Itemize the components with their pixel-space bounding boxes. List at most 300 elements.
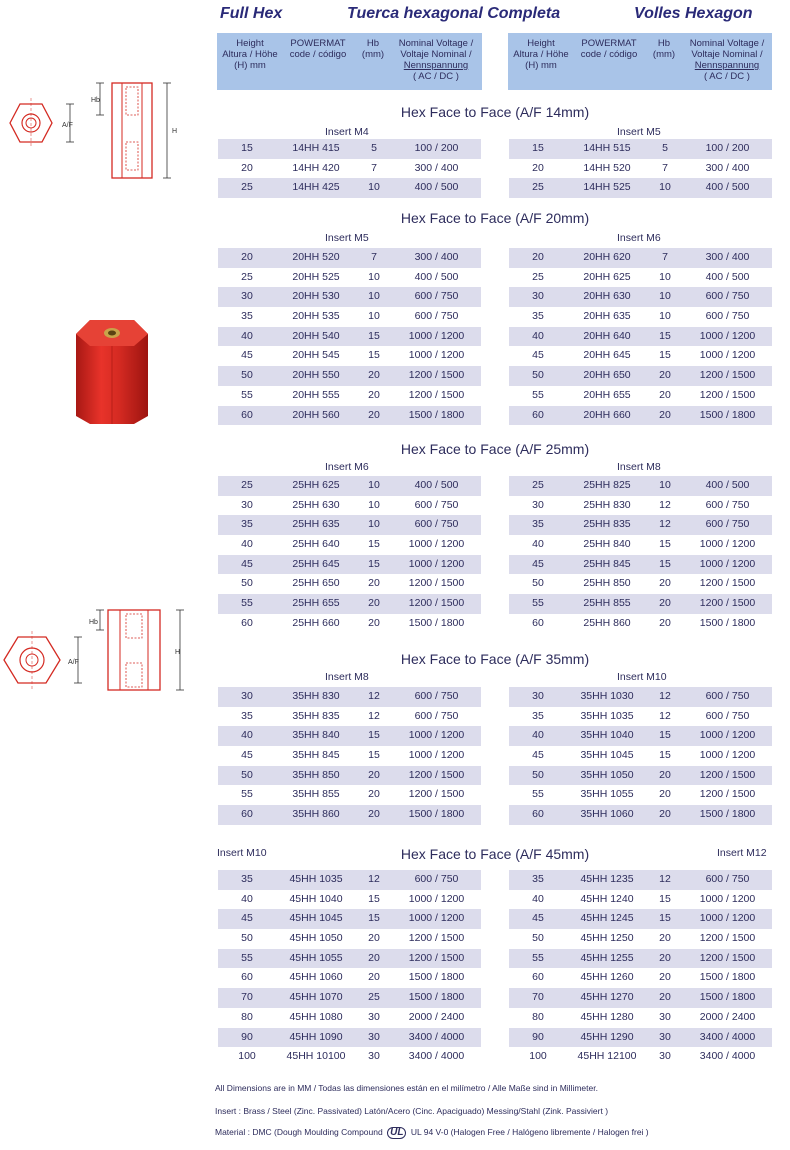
height-cell: 40 (241, 538, 253, 551)
voltage-cell: 300 / 400 (705, 251, 750, 263)
hb-cell: 15 (368, 892, 380, 905)
height-cell: 55 (241, 388, 253, 401)
voltage-cell: 3400 / 4000 (408, 1030, 465, 1043)
code-cell: 25HH 630 (292, 498, 340, 511)
hb-cell: 20 (659, 788, 671, 801)
code-cell: 25HH 840 (583, 538, 631, 551)
height-cell: 40 (532, 538, 544, 551)
code-cell: 35HH 1035 (580, 709, 634, 722)
header-height: Height Altura / Höhe (H) mm (513, 38, 569, 71)
header-hb: Hb (mm) (361, 38, 385, 60)
height-cell: 55 (532, 388, 544, 401)
code-cell: 14HH 520 (583, 161, 631, 174)
voltage-cell: 400 / 500 (414, 270, 459, 283)
height-cell: 25 (241, 270, 253, 283)
code-cell: 25HH 640 (292, 538, 340, 551)
table-row (509, 406, 772, 426)
hb-cell: 15 (368, 729, 380, 742)
spec-table-right (509, 870, 772, 1067)
table-row (218, 327, 481, 347)
table-row (509, 1028, 772, 1048)
hb-cell: 20 (659, 768, 671, 781)
hb-cell: 30 (659, 1010, 671, 1023)
hb-cell: 20 (659, 616, 671, 629)
code-cell: 20HH 560 (292, 408, 340, 421)
height-cell: 15 (241, 142, 253, 154)
height-cell: 50 (532, 932, 544, 945)
code-cell: 45HH 1260 (580, 971, 634, 984)
code-cell: 45HH 1080 (289, 1010, 343, 1023)
code-cell: 35HH 835 (292, 709, 340, 722)
table-row (218, 1008, 481, 1028)
hb-cell: 10 (659, 181, 671, 194)
voltage-cell: 600 / 750 (414, 310, 459, 323)
h-label: H (175, 649, 181, 656)
height-cell: 90 (241, 1030, 253, 1043)
voltage-cell: 2000 / 2400 (408, 1010, 465, 1023)
spec-table-left (218, 476, 481, 634)
voltage-cell: 1000 / 1200 (699, 912, 756, 925)
code-cell: 20HH 535 (292, 310, 340, 323)
hb-cell: 15 (368, 349, 380, 362)
voltage-cell: 1200 / 1500 (699, 768, 756, 781)
height-cell: 30 (532, 690, 544, 702)
insert-label-left: Insert M4 (325, 126, 369, 138)
hb-cell: 15 (368, 557, 380, 570)
code-cell: 35HH 1060 (580, 808, 634, 821)
title-english: Full Hex (220, 5, 283, 22)
height-cell: 60 (532, 808, 544, 821)
code-cell: 45HH 1255 (580, 951, 634, 964)
ul-recognized-icon: UL (387, 1127, 406, 1139)
technical-drawing-large (0, 605, 200, 700)
height-cell: 45 (241, 749, 253, 762)
height-cell: 50 (241, 369, 253, 382)
spec-table-right (509, 248, 772, 425)
table-row (218, 746, 481, 766)
table-row (218, 268, 481, 288)
voltage-cell: 100 / 200 (705, 142, 750, 154)
hb-cell: 12 (659, 690, 671, 702)
code-cell: 45HH 1280 (580, 1010, 634, 1023)
height-cell: 90 (532, 1030, 544, 1043)
hb-cell: 20 (659, 971, 671, 984)
table-row (218, 968, 481, 988)
hb-cell: 5 (662, 142, 668, 154)
voltage-cell: 3400 / 4000 (699, 1030, 756, 1043)
code-cell: 20HH 625 (583, 270, 631, 283)
table-row (509, 366, 772, 386)
insert-label-left: Insert M8 (325, 671, 369, 683)
voltage-cell: 2000 / 2400 (699, 1010, 756, 1023)
height-cell: 55 (241, 951, 253, 964)
voltage-cell: 300 / 400 (414, 161, 459, 174)
height-cell: 60 (241, 971, 253, 984)
table-row (509, 287, 772, 307)
voltage-cell: 100 / 200 (414, 142, 459, 154)
code-cell: 20HH 555 (292, 388, 340, 401)
height-cell: 35 (532, 310, 544, 323)
code-cell: 45HH 1070 (289, 991, 343, 1004)
hb-cell: 10 (368, 479, 380, 491)
code-cell: 25HH 655 (292, 597, 340, 610)
height-cell: 40 (241, 729, 253, 742)
hb-cell: 7 (371, 251, 377, 263)
product-photo-red-hex-standoff (72, 312, 152, 427)
height-cell: 40 (532, 729, 544, 742)
table-row (218, 707, 481, 727)
code-cell: 35HH 1030 (580, 690, 634, 702)
hb-cell: 15 (659, 557, 671, 570)
header-voltage: Nominal Voltage / Voltaje Nominal / Nennspannung ( AC / DC ) (689, 38, 765, 82)
column-header-right (508, 33, 772, 90)
table-row (509, 890, 772, 910)
voltage-cell: 1000 / 1200 (699, 329, 756, 342)
header-hb: Hb (mm) (652, 38, 676, 60)
height-cell: 60 (241, 616, 253, 629)
height-cell: 45 (532, 349, 544, 362)
section-title: Hex Face to Face (A/F 14mm) (400, 104, 590, 120)
height-cell: 30 (241, 690, 253, 702)
table-row (218, 366, 481, 386)
table-row (509, 327, 772, 347)
column-header-left (217, 33, 482, 90)
hb-cell: 30 (659, 1030, 671, 1043)
section-title: Hex Face to Face (A/F 20mm) (400, 210, 590, 226)
spec-table-left (218, 139, 481, 198)
height-cell: 50 (532, 577, 544, 590)
voltage-cell: 1500 / 1800 (408, 616, 465, 629)
title-german: Volles Hexagon (634, 5, 753, 22)
height-cell: 30 (241, 498, 253, 511)
voltage-cell: 600 / 750 (705, 310, 750, 323)
hb-cell: 20 (368, 768, 380, 781)
height-cell: 45 (532, 557, 544, 570)
voltage-cell: 1500 / 1800 (699, 991, 756, 1004)
hb-cell: 15 (368, 912, 380, 925)
voltage-cell: 400 / 500 (414, 479, 459, 491)
voltage-cell: 1000 / 1200 (699, 892, 756, 905)
voltage-cell: 600 / 750 (414, 498, 459, 511)
code-cell: 20HH 655 (583, 388, 631, 401)
code-cell: 45HH 1050 (289, 932, 343, 945)
table-row (509, 139, 772, 159)
height-cell: 50 (532, 369, 544, 382)
hb-cell: 12 (368, 690, 380, 702)
height-cell: 80 (532, 1010, 544, 1023)
height-cell: 80 (241, 1010, 253, 1023)
code-cell: 45HH 1270 (580, 991, 634, 1004)
code-cell: 45HH 1090 (289, 1030, 343, 1043)
table-row (509, 870, 772, 890)
voltage-cell: 600 / 750 (705, 709, 750, 722)
voltage-cell: 600 / 750 (705, 518, 750, 531)
table-row (218, 287, 481, 307)
table-row (218, 726, 481, 746)
hb-cell: 10 (659, 310, 671, 323)
code-cell: 25HH 855 (583, 597, 631, 610)
table-row (509, 707, 772, 727)
table-row (218, 929, 481, 949)
code-cell: 45HH 1245 (580, 912, 634, 925)
code-cell: 14HH 515 (583, 142, 631, 154)
code-cell: 35HH 860 (292, 808, 340, 821)
table-row (509, 766, 772, 786)
hb-cell: 7 (662, 161, 668, 174)
code-cell: 25HH 660 (292, 616, 340, 629)
material-rating-text: UL 94 V-0 (Halogen Free / Halógeno libremente / Halogen frei ) (410, 1127, 649, 1137)
table-row (509, 929, 772, 949)
voltage-cell: 1000 / 1200 (408, 557, 465, 570)
hb-cell: 20 (368, 808, 380, 821)
height-cell: 70 (532, 991, 544, 1004)
af-label: A/F (68, 659, 79, 666)
table-row (509, 476, 772, 496)
voltage-cell: 400 / 500 (705, 270, 750, 283)
height-cell: 60 (241, 808, 253, 821)
height-cell: 20 (532, 251, 544, 263)
height-cell: 25 (532, 479, 544, 491)
voltage-cell: 1000 / 1200 (699, 557, 756, 570)
insert-label-left: Insert M6 (325, 461, 369, 473)
height-cell: 40 (532, 329, 544, 342)
voltage-cell: 1500 / 1800 (408, 971, 465, 984)
height-cell: 20 (532, 161, 544, 174)
voltage-cell: 600 / 750 (705, 690, 750, 702)
code-cell: 20HH 645 (583, 349, 631, 362)
hb-cell: 10 (368, 498, 380, 511)
voltage-cell: 600 / 750 (414, 518, 459, 531)
table-row (218, 248, 481, 268)
hb-cell: 25 (368, 991, 380, 1004)
height-cell: 45 (532, 749, 544, 762)
code-cell: 25HH 860 (583, 616, 631, 629)
af-label: A/F (62, 122, 73, 129)
height-cell: 30 (241, 290, 253, 303)
hb-cell: 20 (368, 388, 380, 401)
hb-cell: 12 (368, 873, 380, 885)
code-cell: 45HH 1055 (289, 951, 343, 964)
footer-insert-note: Insert : Brass / Steel (Zinc. Passivated) Latón/Acero (Cinc. Apaciguado) Messing/Stahl (Zink. Passiviert ) (215, 1106, 609, 1116)
code-cell: 20HH 640 (583, 329, 631, 342)
spec-table-right (509, 476, 772, 634)
code-cell: 25HH 635 (292, 518, 340, 531)
table-row (218, 687, 481, 707)
table-row (218, 574, 481, 594)
insert-label-left: Insert M5 (325, 232, 369, 244)
code-cell: 35HH 855 (292, 788, 340, 801)
hb-cell: 30 (659, 1050, 671, 1063)
height-cell: 55 (532, 597, 544, 610)
footer-material-note (215, 1127, 649, 1139)
voltage-cell: 1500 / 1800 (408, 991, 465, 1004)
code-cell: 35HH 1055 (580, 788, 634, 801)
table-row (218, 890, 481, 910)
voltage-cell: 400 / 500 (705, 479, 750, 491)
table-row (509, 574, 772, 594)
height-cell: 35 (532, 518, 544, 531)
height-cell: 30 (532, 498, 544, 511)
height-cell: 60 (532, 616, 544, 629)
code-cell: 20HH 525 (292, 270, 340, 283)
voltage-cell: 1000 / 1200 (699, 749, 756, 762)
hb-cell: 10 (659, 270, 671, 283)
voltage-cell: 400 / 500 (705, 181, 750, 194)
height-cell: 55 (532, 788, 544, 801)
insert-label-right: Insert M5 (617, 126, 661, 138)
height-cell: 40 (241, 892, 253, 905)
code-cell: 35HH 1050 (580, 768, 634, 781)
voltage-cell: 600 / 750 (414, 690, 459, 702)
code-cell: 20HH 520 (292, 251, 340, 263)
hb-cell: 20 (368, 788, 380, 801)
hb-cell: 20 (368, 616, 380, 629)
table-row (509, 346, 772, 366)
table-row (218, 346, 481, 366)
table-row (218, 594, 481, 614)
hb-cell: 10 (659, 290, 671, 303)
hb-cell: 20 (368, 971, 380, 984)
table-row (509, 594, 772, 614)
voltage-cell: 1200 / 1500 (699, 597, 756, 610)
height-cell: 20 (241, 161, 253, 174)
table-row (218, 614, 481, 634)
table-row (218, 307, 481, 327)
voltage-cell: 400 / 500 (414, 181, 459, 194)
table-row (218, 386, 481, 406)
table-row (218, 805, 481, 825)
voltage-cell: 600 / 750 (414, 873, 459, 885)
table-row (218, 988, 481, 1008)
voltage-cell: 1500 / 1800 (408, 808, 465, 821)
hb-cell: 15 (368, 749, 380, 762)
hb-cell: 20 (659, 808, 671, 821)
code-cell: 45HH 1290 (580, 1030, 634, 1043)
height-cell: 25 (241, 479, 253, 491)
voltage-cell: 300 / 400 (705, 161, 750, 174)
table-row (509, 805, 772, 825)
table-row (509, 515, 772, 535)
hb-cell: 20 (368, 932, 380, 945)
table-row (509, 687, 772, 707)
hb-cell: 12 (659, 518, 671, 531)
height-cell: 45 (241, 557, 253, 570)
code-cell: 20HH 630 (583, 290, 631, 303)
table-row (509, 178, 772, 198)
voltage-cell: 1200 / 1500 (699, 388, 756, 401)
code-cell: 20HH 620 (583, 251, 631, 263)
height-cell: 100 (529, 1050, 547, 1063)
hb-cell: 20 (659, 369, 671, 382)
insert-label-right: Insert M12 (717, 847, 767, 859)
hb-cell: 15 (659, 349, 671, 362)
height-cell: 100 (238, 1050, 256, 1063)
hb-label: Hb (91, 97, 100, 104)
spec-table-left (218, 248, 481, 425)
table-row (218, 909, 481, 929)
code-cell: 45HH 1035 (289, 873, 343, 885)
code-cell: 45HH 10100 (286, 1050, 346, 1063)
hb-cell: 5 (371, 142, 377, 154)
voltage-cell: 1200 / 1500 (408, 768, 465, 781)
hb-cell: 20 (368, 951, 380, 964)
hb-cell: 20 (659, 597, 671, 610)
voltage-cell: 1000 / 1200 (408, 912, 465, 925)
height-cell: 60 (532, 408, 544, 421)
height-cell: 45 (241, 349, 253, 362)
code-cell: 14HH 420 (292, 161, 340, 174)
section-title: Hex Face to Face (A/F 45mm) (400, 846, 590, 862)
hb-cell: 15 (659, 912, 671, 925)
voltage-cell: 600 / 750 (705, 873, 750, 885)
code-cell: 20HH 540 (292, 329, 340, 342)
insert-label-right: Insert M10 (617, 671, 667, 683)
table-row (218, 870, 481, 890)
voltage-cell: 1500 / 1800 (408, 408, 465, 421)
table-row (218, 406, 481, 426)
height-cell: 35 (241, 709, 253, 722)
table-row (218, 785, 481, 805)
height-cell: 60 (241, 408, 253, 421)
height-cell: 40 (241, 329, 253, 342)
code-cell: 45HH 1040 (289, 892, 343, 905)
code-cell: 20HH 650 (583, 369, 631, 382)
table-row (218, 766, 481, 786)
voltage-cell: 1500 / 1800 (699, 808, 756, 821)
voltage-cell: 1200 / 1500 (408, 577, 465, 590)
table-row (509, 248, 772, 268)
height-cell: 30 (532, 290, 544, 303)
hb-cell: 10 (368, 518, 380, 531)
table-row (218, 159, 481, 179)
header-code: POWERMAT code / código (289, 38, 347, 60)
hb-cell: 20 (368, 369, 380, 382)
code-cell: 25HH 845 (583, 557, 631, 570)
voltage-cell: 1200 / 1500 (699, 951, 756, 964)
height-cell: 35 (241, 518, 253, 531)
code-cell: 20HH 660 (583, 408, 631, 421)
table-row (509, 555, 772, 575)
voltage-cell: 1000 / 1200 (408, 329, 465, 342)
voltage-cell: 1500 / 1800 (699, 408, 756, 421)
code-cell: 45HH 1235 (580, 873, 634, 885)
hb-cell: 12 (368, 709, 380, 722)
hb-cell: 30 (368, 1030, 380, 1043)
table-row (509, 726, 772, 746)
height-cell: 50 (532, 768, 544, 781)
voltage-cell: 1000 / 1200 (408, 892, 465, 905)
voltage-cell: 1200 / 1500 (408, 932, 465, 945)
spec-table-right (509, 687, 772, 825)
hb-cell: 15 (659, 729, 671, 742)
code-cell: 20HH 550 (292, 369, 340, 382)
section-title: Hex Face to Face (A/F 35mm) (400, 651, 590, 667)
hb-cell: 20 (659, 991, 671, 1004)
voltage-cell: 1000 / 1200 (699, 349, 756, 362)
table-row (509, 307, 772, 327)
table-row (509, 988, 772, 1008)
table-row (509, 496, 772, 516)
height-cell: 45 (241, 912, 253, 925)
height-cell: 40 (532, 892, 544, 905)
code-cell: 14HH 425 (292, 181, 340, 194)
table-row (509, 159, 772, 179)
height-cell: 55 (532, 951, 544, 964)
hb-label: Hb (89, 619, 98, 626)
voltage-cell: 1200 / 1500 (408, 597, 465, 610)
voltage-cell: 1000 / 1200 (408, 538, 465, 551)
voltage-cell: 600 / 750 (414, 290, 459, 303)
